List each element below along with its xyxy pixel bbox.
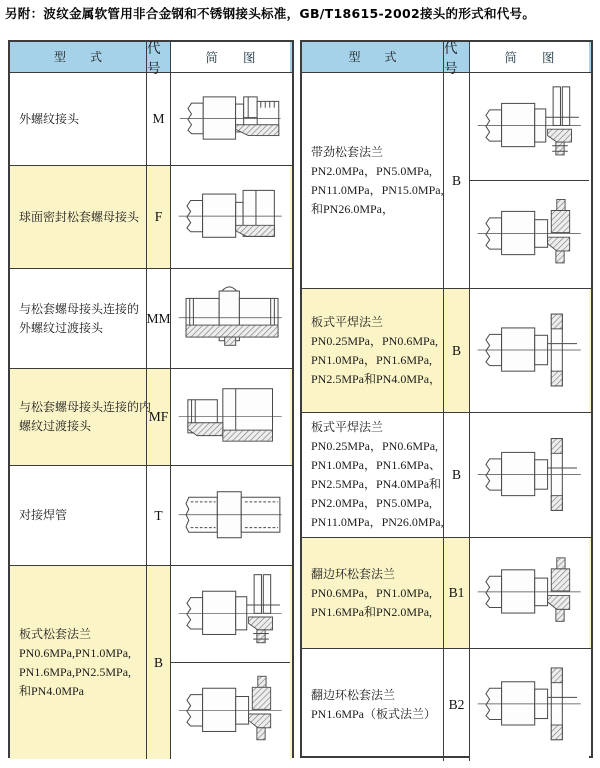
col-header-code: 代号	[443, 42, 470, 72]
type-cell	[302, 649, 443, 761]
code-cell: B	[146, 566, 171, 759]
type-line: 板式平焊法兰	[311, 314, 384, 329]
butt-weld-pipe-diagram	[171, 466, 290, 565]
type-line: 带劲松套法兰	[311, 144, 384, 159]
diagram-cell	[171, 566, 290, 759]
code-cell: B	[443, 413, 470, 537]
table-row	[302, 538, 591, 649]
type-line: 与松套螺母接头连接的	[19, 301, 140, 316]
diagram-cell	[171, 166, 290, 268]
code-cell: B1	[443, 538, 470, 648]
type-line: PN0.6MPa,PN1.0MPa,	[19, 645, 132, 660]
diagram-cell	[470, 73, 589, 288]
plate-loose-flange-upper-diagram	[171, 566, 290, 662]
type-line: 板式松套法兰	[19, 626, 92, 641]
type-cell	[10, 466, 146, 565]
type-line: PN1.0MPa，PN1.6MPa,	[311, 352, 433, 367]
type-line: PN0.25MPa，PN0.6MPa,	[311, 333, 439, 348]
fitting-tables	[8, 40, 593, 758]
type-cell	[302, 289, 443, 412]
type-cell	[10, 269, 146, 368]
diagram-cell	[470, 538, 589, 648]
fitting-table-right	[300, 40, 593, 758]
col-header-type: 型 式	[348, 49, 397, 64]
code-cell: B2	[443, 649, 470, 761]
code-cell: MM	[146, 269, 171, 368]
col-header-type: 型 式	[53, 49, 102, 64]
type-line: PN1.6MPa,PN2.5MPa,	[19, 664, 132, 679]
type-line: 和PN26.0MPa，	[311, 201, 395, 216]
plate-loose-flange-lower-diagram	[171, 662, 290, 759]
type-cell	[10, 166, 146, 268]
code-cell: B	[443, 73, 470, 288]
code-cell: F	[146, 166, 171, 268]
lapped-ring-loose-flange-diagram	[470, 538, 589, 648]
diagram-cell	[470, 649, 589, 761]
lapped-ring-plate-flange-diagram	[470, 649, 589, 761]
type-line: PN11.0MPa，PN15.0MPa,	[311, 182, 444, 197]
spherical-seal-swivel-nut-fitting-diagram	[171, 166, 290, 268]
diagram-cell	[470, 413, 589, 537]
type-line: PN11.0MPa，PN26.0MPa,	[311, 515, 444, 529]
table-row	[10, 369, 292, 466]
table-row	[10, 166, 292, 269]
type-line: 螺纹过渡接头	[19, 419, 92, 433]
table-row	[10, 566, 292, 759]
type-cell	[302, 73, 443, 288]
neck-loose-flange-lower-diagram	[470, 180, 589, 288]
male-female-adapter-diagram	[171, 369, 290, 465]
type-line: PN1.6MPa和PN2.0MPa,	[311, 604, 433, 619]
code-cell: B	[443, 289, 470, 412]
table-row	[302, 73, 591, 289]
type-line: 对接焊管	[19, 508, 68, 522]
page-title: 另附：波纹金属软管用非合金钢和不锈钢接头标准，GB/T18615-2002接头的形式和代号。	[5, 6, 536, 21]
type-line: 外螺纹接头	[19, 111, 80, 126]
col-header-diagram: 简 图	[470, 42, 589, 72]
code-cell: MF	[146, 369, 171, 465]
neck-loose-flange-upper-diagram	[470, 73, 589, 180]
plate-weld-flange-diagram	[470, 289, 589, 412]
diagram-cell	[171, 466, 290, 565]
type-line: PN2.0MPa，PN5.0MPa,	[311, 496, 433, 510]
type-cell	[302, 538, 443, 648]
type-cell	[10, 73, 146, 165]
table-row	[10, 466, 292, 566]
type-line: PN1.6MPa（板式法兰）	[311, 707, 437, 721]
type-line: 与松套螺母接头连接的内	[19, 400, 152, 414]
type-cell	[10, 566, 146, 759]
col-header-code: 代号	[146, 42, 171, 72]
male-thread-fitting-diagram	[171, 73, 290, 165]
col-header-diagram: 简 图	[171, 42, 290, 72]
table-header-row	[10, 41, 292, 76]
diagram-cell	[171, 269, 290, 368]
type-cell	[10, 369, 152, 465]
diagram-cell	[171, 369, 290, 465]
table-row	[302, 289, 591, 413]
table-row	[302, 649, 591, 761]
table-row	[302, 413, 591, 538]
fitting-table-left	[8, 40, 294, 758]
type-line: 球面密封松套螺母接头	[19, 209, 140, 224]
diagram-cell	[470, 289, 589, 412]
type-line: 外螺纹过渡接头	[19, 320, 104, 335]
type-line: PN2.5MPa，PN4.0MPa和	[311, 477, 442, 491]
type-line: 翻边环松套法兰	[311, 566, 396, 581]
type-cell	[302, 413, 443, 537]
type-line: PN0.25MPa，PN0.6MPa,	[311, 439, 439, 453]
type-line: PN2.0MPa，PN5.0MPa,	[311, 163, 433, 178]
plate-weld-flange-diagram	[470, 413, 589, 537]
type-line: 和PN4.0MPa	[19, 683, 85, 698]
code-cell: T	[146, 466, 171, 565]
diagram-cell	[171, 73, 290, 165]
type-line: PN0.6MPa，PN1.0MPa,	[311, 585, 433, 600]
type-line: 翻边环松套法兰	[311, 688, 396, 702]
type-line: PN1.0MPa，PN1.6MPa、	[311, 458, 442, 472]
table-header-row	[302, 41, 591, 76]
table-row	[10, 73, 292, 166]
type-line: PN2.5MPa和PN4.0MPa，	[311, 371, 442, 386]
table-row	[10, 269, 292, 369]
code-cell: M	[146, 73, 171, 165]
male-male-adapter-diagram	[171, 269, 290, 368]
type-line: 板式平焊法兰	[311, 420, 384, 434]
